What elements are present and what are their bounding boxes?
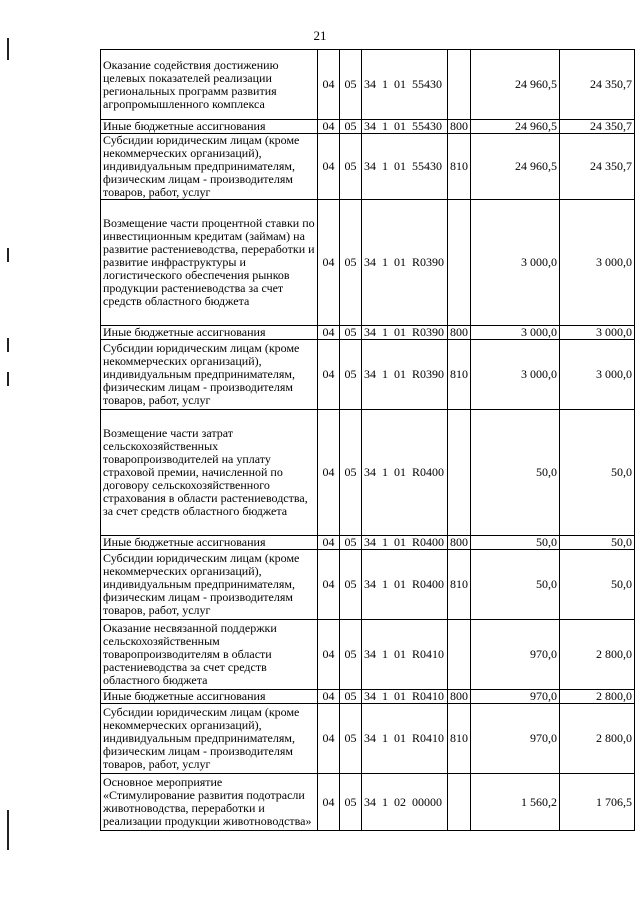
cell-name: Субсидии юридическим лицам (кроме некоммерческих организаций), индивидуальным предпринимателям, физическим лицам - производителям товаров, работ, услуг (101, 340, 318, 410)
cell-target-article: 34 1 01 R0410 (362, 620, 448, 690)
cell-section: 04 (318, 690, 340, 704)
cell-target-article: 34 1 01 R0400 (362, 410, 448, 536)
cell-amount-2: 2 800,0 (560, 620, 635, 690)
cell-target-article: 34 1 01 55430 (362, 120, 448, 134)
cell-amount-2: 24 350,7 (560, 50, 635, 120)
cell-target-article: 34 1 01 R0400 (362, 536, 448, 550)
cell-subsection: 05 (340, 774, 362, 831)
margin-mark (7, 810, 9, 850)
budget-table (100, 49, 635, 831)
cell-amount-2: 3 000,0 (560, 326, 635, 340)
cell-expense-type (448, 774, 471, 831)
table-row (101, 690, 635, 704)
cell-amount-1: 50,0 (471, 550, 560, 620)
cell-target-article: 34 1 01 R0390 (362, 326, 448, 340)
cell-subsection: 05 (340, 536, 362, 550)
cell-subsection: 05 (340, 410, 362, 536)
cell-expense-type: 800 (448, 326, 471, 340)
cell-amount-1: 24 960,5 (471, 50, 560, 120)
margin-mark (7, 38, 9, 60)
cell-target-article: 34 1 01 R0390 (362, 340, 448, 410)
cell-amount-1: 3 000,0 (471, 340, 560, 410)
margin-mark (7, 338, 9, 352)
cell-section: 04 (318, 774, 340, 831)
cell-amount-1: 3 000,0 (471, 326, 560, 340)
cell-amount-2: 1 706,5 (560, 774, 635, 831)
cell-name: Субсидии юридическим лицам (кроме некоммерческих организаций), индивидуальным предпринимателям, физическим лицам - производителям товаров, работ, услуг (101, 704, 318, 774)
cell-expense-type: 800 (448, 120, 471, 134)
cell-name: Субсидии юридическим лицам (кроме некоммерческих организаций), индивидуальным предпринимателям, физическим лицам - производителям товаров, работ, услуг (101, 550, 318, 620)
cell-subsection: 05 (340, 120, 362, 134)
cell-amount-1: 50,0 (471, 536, 560, 550)
cell-amount-1: 970,0 (471, 690, 560, 704)
cell-amount-2: 24 350,7 (560, 134, 635, 200)
table-row (101, 410, 635, 536)
page-number: 21 (313, 28, 327, 43)
cell-subsection: 05 (340, 690, 362, 704)
cell-amount-1: 970,0 (471, 620, 560, 690)
table-row (101, 536, 635, 550)
cell-target-article: 34 1 01 R0400 (362, 550, 448, 620)
cell-expense-type: 810 (448, 704, 471, 774)
cell-section: 04 (318, 704, 340, 774)
cell-expense-type (448, 620, 471, 690)
cell-amount-2: 24 350,7 (560, 120, 635, 134)
cell-expense-type: 810 (448, 340, 471, 410)
margin-mark (7, 248, 9, 262)
cell-name: Иные бюджетные ассигнования (101, 536, 318, 550)
cell-name: Оказание несвязанной поддержки сельскохозяйственным товаропроизводителям в области растениеводства за счет средств областного бюджета (101, 620, 318, 690)
cell-amount-2: 50,0 (560, 536, 635, 550)
table-row (101, 50, 635, 120)
cell-section: 04 (318, 120, 340, 134)
table-row (101, 620, 635, 690)
cell-amount-2: 50,0 (560, 550, 635, 620)
cell-section: 04 (318, 410, 340, 536)
table-row (101, 120, 635, 134)
cell-expense-type (448, 410, 471, 536)
cell-amount-2: 3 000,0 (560, 340, 635, 410)
cell-subsection: 05 (340, 200, 362, 326)
cell-expense-type: 810 (448, 550, 471, 620)
cell-target-article: 34 1 01 R0410 (362, 704, 448, 774)
cell-section: 04 (318, 134, 340, 200)
cell-section: 04 (318, 550, 340, 620)
cell-amount-1: 3 000,0 (471, 200, 560, 326)
cell-name: Иные бюджетные ассигнования (101, 120, 318, 134)
table-row (101, 550, 635, 620)
cell-amount-2: 50,0 (560, 410, 635, 536)
cell-expense-type (448, 200, 471, 326)
cell-amount-1: 970,0 (471, 704, 560, 774)
cell-expense-type: 810 (448, 134, 471, 200)
cell-name: Возмещение части затрат сельскохозяйственных товаропроизводителей на уплату страховой премии, начисленной по договору сельскохозяйственного страхования в области растениеводства, за счет средств областного бюджета (101, 410, 318, 536)
cell-expense-type: 800 (448, 536, 471, 550)
cell-section: 04 (318, 340, 340, 410)
cell-target-article: 34 1 02 00000 (362, 774, 448, 831)
table-row (101, 340, 635, 410)
cell-amount-1: 1 560,2 (471, 774, 560, 831)
cell-amount-1: 50,0 (471, 410, 560, 536)
table-row (101, 704, 635, 774)
cell-section: 04 (318, 50, 340, 120)
cell-subsection: 05 (340, 704, 362, 774)
table-row (101, 774, 635, 831)
table-row (101, 200, 635, 326)
cell-name: Иные бюджетные ассигнования (101, 690, 318, 704)
cell-amount-2: 3 000,0 (560, 200, 635, 326)
margin-mark (7, 372, 9, 386)
cell-subsection: 05 (340, 134, 362, 200)
cell-name: Возмещение части процентной ставки по инвестиционным кредитам (займам) на развитие растениеводства, переработки и развитие инфраструктуры и логистического обеспечения рынков продукции растениеводства за счет средств областного бюджета (101, 200, 318, 326)
cell-name: Иные бюджетные ассигнования (101, 326, 318, 340)
cell-name: Оказание содействия достижению целевых показателей реализации региональных программ развития агропромышленного комплекса (101, 50, 318, 120)
cell-target-article: 34 1 01 R0410 (362, 690, 448, 704)
cell-target-article: 34 1 01 R0390 (362, 200, 448, 326)
cell-subsection: 05 (340, 50, 362, 120)
table-row (101, 134, 635, 200)
cell-target-article: 34 1 01 55430 (362, 134, 448, 200)
cell-amount-2: 2 800,0 (560, 690, 635, 704)
table-row (101, 326, 635, 340)
cell-expense-type (448, 50, 471, 120)
cell-name: Основное мероприятие «Стимулирование развития подотрасли животноводства, переработки и реализации продукции животноводства» (101, 774, 318, 831)
cell-subsection: 05 (340, 326, 362, 340)
cell-subsection: 05 (340, 620, 362, 690)
cell-section: 04 (318, 620, 340, 690)
cell-subsection: 05 (340, 550, 362, 620)
cell-expense-type: 800 (448, 690, 471, 704)
cell-amount-1: 24 960,5 (471, 120, 560, 134)
cell-amount-2: 2 800,0 (560, 704, 635, 774)
cell-name: Субсидии юридическим лицам (кроме некоммерческих организаций), индивидуальным предпринимателям, физическим лицам - производителям товаров, работ, услуг (101, 134, 318, 200)
cell-section: 04 (318, 200, 340, 326)
cell-subsection: 05 (340, 340, 362, 410)
cell-amount-1: 24 960,5 (471, 134, 560, 200)
cell-section: 04 (318, 536, 340, 550)
cell-section: 04 (318, 326, 340, 340)
cell-target-article: 34 1 01 55430 (362, 50, 448, 120)
